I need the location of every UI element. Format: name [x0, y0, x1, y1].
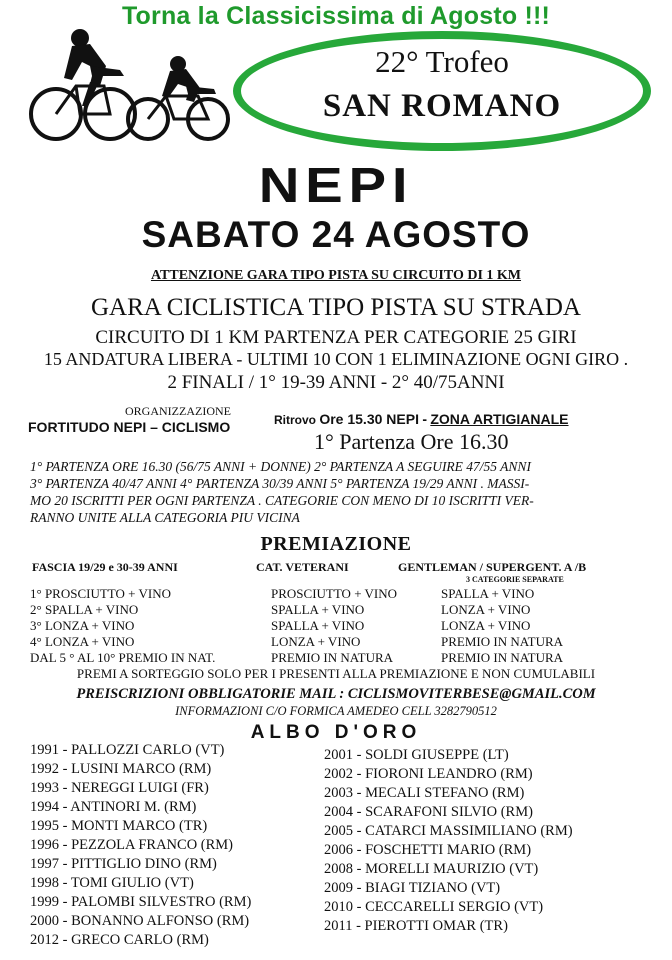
winner-entry: 2009 - BIAGI TIZIANO (VT)	[324, 880, 501, 896]
hall-of-fame-title: ALBO D'ORO	[250, 722, 422, 743]
winner-entry: 1992 - LUSINI MARCO (RM)	[30, 761, 212, 777]
first-start-time: 1° Partenza Ore 16.30	[314, 429, 509, 454]
prize-draw-note: PREMI A SORTEGGIO SOLO PER I PRESENTI ALLA PREMIAZIONE E NON CUMULABILI	[76, 666, 596, 681]
organization-name: FORTITUDO NEPI – CICLISMO	[28, 419, 231, 435]
winner-entry: 1998 - TOMI GIULIO (VT)	[30, 875, 194, 891]
winner-entry: 2011 - PIEROTTI OMAR (TR)	[324, 918, 508, 934]
prize-category-3: GENTLEMAN / SUPERGENT. A /B	[398, 560, 587, 574]
schedule-line: 1° PARTENZA ORE 16.30 (56/75 ANNI + DONNE) 2° PARTENZA A SEGUIRE 47/55 ANNI	[30, 459, 531, 474]
prize-cell: PREMIO IN NATURA	[441, 650, 564, 665]
cyclists-illustration	[28, 26, 238, 144]
winner-entry: 1999 - PALOMBI SILVESTRO (RM)	[30, 894, 252, 910]
organization-label: ORGANIZZAZIONE	[125, 404, 231, 418]
winner-entry: 2003 - MECALI STEFANO (RM)	[324, 785, 525, 801]
winner-entry: 1995 - MONTI MARCO (TR)	[30, 818, 208, 834]
winner-entry: 2012 - GRECO CARLO (RM)	[30, 932, 209, 948]
meeting-zone: ZONA ARTIGIANALE	[430, 411, 569, 427]
race-title: GARA CICLISTICA TIPO PISTA SU STRADA	[91, 294, 581, 321]
winner-entry: 2004 - SCARAFONI SILVIO (RM)	[324, 804, 533, 820]
prize-cell: 4° LONZA + VINO	[30, 634, 135, 649]
race-line-3: 2 FINALI / 1° 19-39 ANNI - 2° 40/75ANNI	[167, 372, 505, 393]
prize-cell: LONZA + VINO	[441, 618, 531, 633]
winner-entry: 2010 - CECCARELLI SERGIO (VT)	[324, 899, 544, 915]
prize-cell: 2° SPALLA + VINO	[30, 602, 139, 617]
race-line-1: CIRCUITO DI 1 KM PARTENZA PER CATEGORIE 25 GIRI	[95, 327, 577, 348]
winner-entry: 2005 - CATARCI MASSIMILIANO (RM)	[324, 823, 573, 839]
race-warning: ATTENZIONE GARA TIPO PISTA SU CIRCUITO DI 1 KM	[150, 268, 522, 283]
event-date: SABATO 24 AGOSTO	[141, 214, 531, 255]
prize-category-1: FASCIA 19/29 e 30-39 ANNI	[32, 560, 178, 574]
prize-cell: 1° PROSCIUTTO + VINO	[30, 586, 171, 601]
schedule-line: 3° PARTENZA 40/47 ANNI 4° PARTENZA 30/39 ANNI 5° PARTENZA 19/29 ANNI . MASSI-	[30, 476, 530, 491]
meeting-point	[274, 411, 569, 427]
info-contact: INFORMAZIONI C/O FORMICA AMEDEO CELL 3282790512	[175, 704, 497, 718]
prize-category-3-note: 3 CATEGORIE SEPARATE	[466, 575, 564, 584]
winner-entry: 1994 - ANTINORI M. (RM)	[30, 799, 197, 815]
winner-entry: 2002 - FIORONI LEANDRO (RM)	[324, 766, 533, 782]
winner-entry: 1997 - PITTIGLIO DINO (RM)	[30, 856, 217, 872]
winner-entry: 2008 - MORELLI MAURIZIO (VT)	[324, 861, 539, 877]
schedule-line: RANNO UNITE ALLA CATEGORIA PIU VICINA	[30, 510, 300, 525]
headline: Torna la Classicissima di Agosto !!!	[121, 2, 551, 30]
winner-entry: 1991 - PALLOZZI CARLO (VT)	[30, 742, 225, 758]
race-line-2: 15 ANDATURA LIBERA - ULTIMI 10 CON 1 ELIMINAZIONE OGNI GIRO .	[43, 349, 629, 369]
prize-cell: PROSCIUTTO + VINO	[271, 586, 398, 601]
prize-cell: PREMIO IN NATURA	[441, 634, 564, 649]
winner-entry: 2006 - FOSCHETTI MARIO (RM)	[324, 842, 532, 858]
winner-entry: 1993 - NEREGGI LUIGI (FR)	[30, 780, 209, 796]
prize-cell: SPALLA + VINO	[271, 618, 365, 633]
winner-entry: 2000 - BONANNO ALFONSO (RM)	[30, 913, 250, 929]
prize-cell: SPALLA + VINO	[441, 586, 535, 601]
meeting-prefix: Ritrovo	[274, 413, 316, 427]
meeting-separator: -	[422, 411, 427, 427]
schedule-line: MO 20 ISCRITTI PER OGNI PARTENZA . CATEGORIE CON MENO DI 10 ISCRITTI VER-	[30, 493, 534, 508]
prize-cell: SPALLA + VINO	[271, 602, 365, 617]
prize-cell: 3° LONZA + VINO	[30, 618, 135, 633]
prize-cell: PREMIO IN NATURA	[271, 650, 394, 665]
meeting-time: Ore 15.30 NEPI	[319, 411, 419, 427]
prizes-title: PREMIAZIONE	[260, 533, 412, 555]
prize-cell: LONZA + VINO	[441, 602, 531, 617]
trofeo-edition: 22° Trofeo	[375, 44, 509, 79]
winner-entry: 1996 - PEZZOLA FRANCO (RM)	[30, 837, 234, 853]
preregistration-note: PREISCRIZIONI OBBLIGATORIE MAIL : CICLISMOVITERBESE@GMAIL.COM	[76, 686, 596, 702]
prize-cell: DAL 5 ° AL 10° PREMIO IN NAT.	[30, 650, 216, 665]
prize-category-2: CAT. VETERANI	[256, 560, 349, 574]
winner-entry: 2001 - SOLDI GIUSEPPE (LT)	[324, 747, 509, 763]
event-town: NEPI	[258, 159, 414, 213]
prize-cell: LONZA + VINO	[271, 634, 361, 649]
trofeo-name: SAN ROMANO	[322, 88, 562, 124]
